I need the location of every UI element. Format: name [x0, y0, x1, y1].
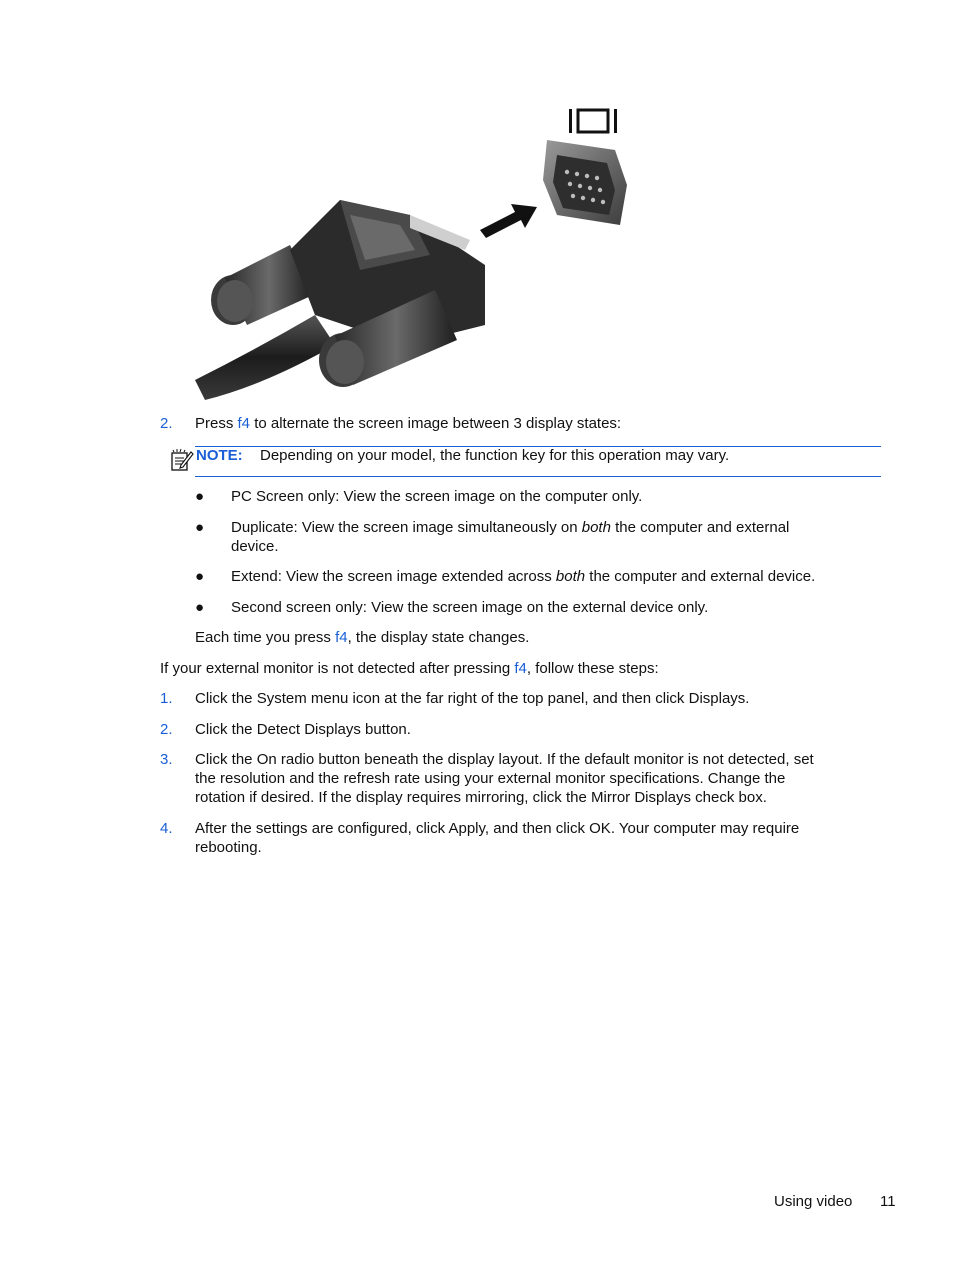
step-text-part: .: [745, 690, 750, 707]
paragraph: [160, 659, 880, 678]
bullet-item: [231, 487, 871, 506]
display-switch-icon: [568, 108, 618, 134]
ui-term: OK: [589, 820, 611, 837]
step-text: [195, 414, 865, 433]
step-text: [195, 720, 865, 739]
ui-term: Mirror Displays: [591, 789, 692, 806]
step-text-part: check box.: [691, 789, 767, 806]
bullet-term: Extend:: [231, 568, 282, 585]
footer-section-title: Using video: [774, 1193, 853, 1210]
bullet-emphasis: both: [581, 519, 611, 536]
ui-term: System menu: [256, 690, 349, 707]
step-text-part: , and then click: [484, 820, 590, 837]
note-bottom-rule: [195, 476, 881, 477]
bullet-item: [231, 598, 871, 617]
step-text-part: Press: [195, 415, 238, 432]
step-text-part: rotation if desired. If the display requires mirroring, click the: [195, 789, 591, 806]
step-text: [195, 819, 865, 857]
step-text: [195, 689, 865, 708]
ui-term: Displays: [688, 690, 746, 707]
step-number: 3.: [160, 751, 173, 768]
ui-term: Detect Displays: [256, 721, 361, 738]
bullet-text: View the screen image extended across: [281, 568, 556, 585]
bullet-item: [231, 567, 871, 586]
step-text-part: button.: [360, 721, 411, 738]
paragraph-text: Each time you press: [195, 629, 336, 646]
bullet-text: device.: [231, 538, 279, 555]
step-number: 1.: [160, 690, 173, 707]
paragraph-text: , follow these steps:: [526, 660, 659, 677]
bullet-dot: ●: [195, 599, 205, 616]
page-number: 11: [880, 1193, 896, 1210]
ui-term: Apply: [448, 820, 485, 837]
bullet-term: PC Screen only:: [231, 488, 340, 505]
bullet-dot: ●: [195, 568, 205, 585]
step-text: [195, 750, 865, 807]
bullet-text: the computer and external device.: [585, 568, 816, 585]
bullet-term: Second screen only:: [231, 599, 367, 616]
ui-term: On: [256, 751, 277, 768]
step-number: 2.: [160, 721, 173, 738]
vga-connector-illustration: [195, 100, 635, 400]
f4-key-link[interactable]: f4: [237, 415, 251, 432]
note-icon: [170, 448, 194, 472]
bullet-item: [231, 518, 871, 556]
bullet-text: View the screen image on the external device only.: [366, 599, 709, 616]
step-text-part: After the settings are configured, click: [195, 820, 449, 837]
bullet-text: the computer and external: [610, 519, 790, 536]
f4-key-link[interactable]: f4: [335, 629, 348, 646]
step-text-part: the resolution and the refresh rate using your external monitor specifications. Change the: [195, 770, 786, 787]
bullet-dot: ●: [195, 519, 205, 536]
bullet-emphasis: both: [555, 568, 586, 585]
step-text-part: to alternate the screen image between 3 display states:: [250, 415, 622, 432]
note-text: Depending on your model, the function key for this operation may vary.: [260, 447, 730, 464]
bullet-text: View the screen image on the computer only.: [339, 488, 643, 505]
step-text-part: Click the: [195, 751, 257, 768]
paragraph-text: , the display state changes.: [347, 629, 530, 646]
paragraph-text: If your external monitor is not detected after pressing: [160, 660, 515, 677]
step-text-part: radio button beneath the display layout. If the default monitor is not detected, set: [276, 751, 814, 768]
bullet-text: View the screen image simultaneously on: [297, 519, 582, 536]
step-text-part: Click the: [195, 721, 257, 738]
step-text-part: Click the: [195, 690, 257, 707]
paragraph: [195, 628, 865, 647]
step-text-part: . Your computer may require: [610, 820, 800, 837]
bullet-dot: ●: [195, 488, 205, 505]
step-text-part: icon at the far right of the top panel, and then click: [348, 690, 689, 707]
bullet-term: Duplicate:: [231, 519, 298, 536]
note-label: NOTE:: [196, 447, 243, 464]
f4-key-link[interactable]: f4: [514, 660, 527, 677]
step-text-part: rebooting.: [195, 839, 262, 856]
step-number: 2.: [160, 415, 173, 432]
step-number: 4.: [160, 820, 173, 837]
